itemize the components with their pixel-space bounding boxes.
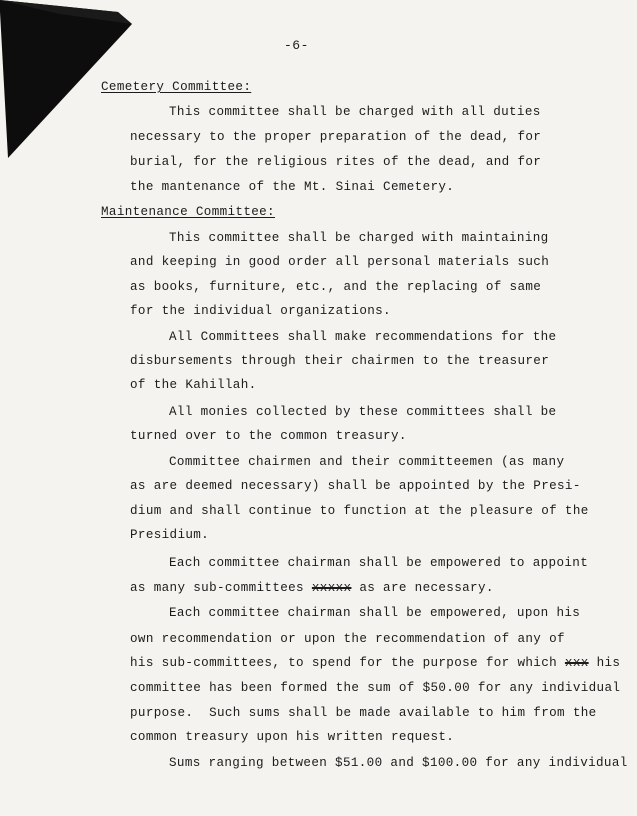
text-line: purpose. Such sums shall be made available to him from the	[130, 706, 597, 720]
text-line: necessary to the proper preparation of the dead, for	[130, 130, 542, 144]
text-segment: as many sub-committees	[130, 581, 312, 595]
text-line: Each committee chairman shall be empowered, upon his	[169, 606, 581, 620]
text-line	[130, 655, 620, 671]
text-line: All Committees shall make recommendations for the	[169, 330, 557, 344]
text-line: turned over to the common treasury.	[130, 429, 407, 443]
text-line: for the individual organizations.	[130, 304, 391, 318]
text-line: This committee shall be charged with maintaining	[169, 231, 549, 245]
text-segment: his	[588, 656, 621, 670]
text-segment: his sub-committees, to spend for the purpose for which	[130, 656, 565, 670]
text-line: common treasury upon his written request.	[130, 730, 455, 744]
text-line: committee has been formed the sum of $50.00 for any individual	[130, 681, 621, 695]
text-line: Each committee chairman shall be empowered to appoint	[169, 556, 589, 570]
text-line: of the Kahillah.	[130, 378, 257, 392]
text-line: Sums ranging between $51.00 and $100.00 for any individual	[169, 756, 628, 770]
text-line	[130, 580, 494, 596]
struck-out-text: xxxxx	[311, 581, 352, 595]
section-heading-cemetery: Cemetery Committee:	[101, 80, 252, 94]
section-heading-maintenance: Maintenance Committee:	[101, 205, 275, 219]
page-number: -6-	[284, 38, 309, 53]
text-line: burial, for the religious rites of the dead, and for	[130, 155, 542, 169]
text-line: and keeping in good order all personal materials such	[130, 255, 550, 269]
struck-out-text: xxx	[564, 656, 589, 670]
text-line: All monies collected by these committees shall be	[169, 405, 557, 419]
text-line: Presidium.	[130, 528, 210, 542]
text-segment: as are necessary.	[351, 581, 494, 595]
text-line: Committee chairmen and their committeemen (as many	[169, 455, 565, 469]
text-line: as are deemed necessary) shall be appointed by the Presi-	[130, 479, 581, 493]
text-line: disbursements through their chairmen to the treasurer	[130, 354, 550, 368]
text-line: own recommendation or upon the recommendation of any of	[130, 632, 565, 646]
text-line: dium and shall continue to function at the pleasure of the	[130, 504, 589, 518]
text-line: the mantenance of the Mt. Sinai Cemetery.	[130, 180, 455, 194]
text-line: as books, furniture, etc., and the replacing of same	[130, 280, 542, 294]
text-line: This committee shall be charged with all duties	[169, 105, 541, 119]
